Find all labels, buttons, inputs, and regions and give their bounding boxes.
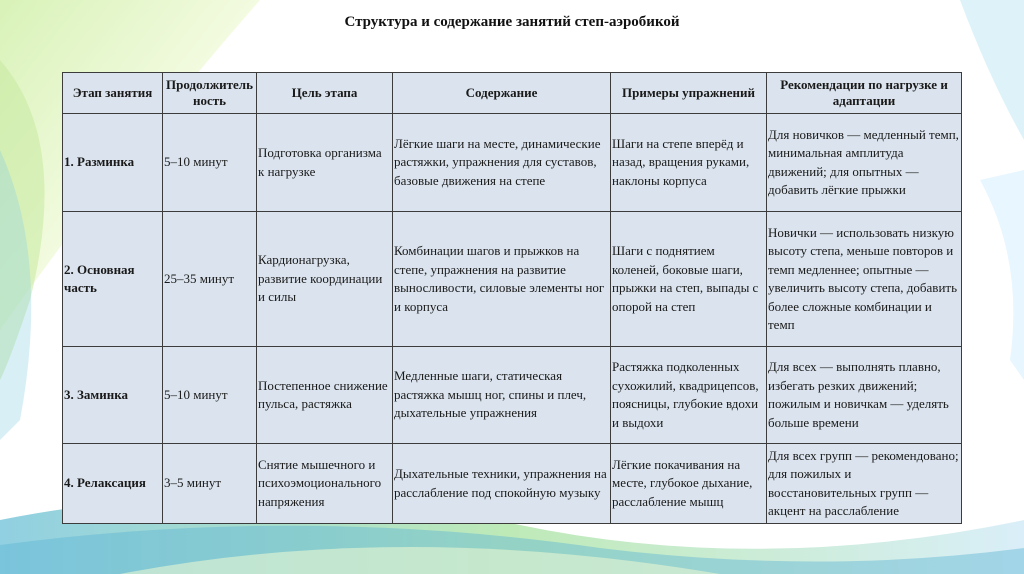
stage-cell: 2. Основная часть [63,212,163,347]
recommendations-cell: Новички — использовать низкую высоту степа, меньше повторов и темп медленнее; опытные — увеличить высоту степа, добавить более сложные комбинации и темп [767,212,962,347]
table-row [63,212,962,347]
table-header-row [63,73,962,114]
table-row [63,444,962,524]
content-cell: Дыхательные техники, упражнения на расслабление под спокойную музыку [393,444,611,524]
duration-cell: 5–10 минут [163,347,257,444]
recommendations-cell: Для всех групп — рекомендовано; для пожилых и восстановительных групп — акцент на расслабление [767,444,962,524]
stage-cell: 1. Разминка [63,114,163,212]
examples-cell: Шаги с поднятием коленей, боковые шаги, прыжки на степ, выпады с опорой на степ [611,212,767,347]
header-examples: Примеры упражнений [611,73,767,114]
examples-cell: Лёгкие покачивания на месте, глубокое дыхание, расслабление мышц [611,444,767,524]
header-stage: Этап занятия [63,73,163,114]
examples-cell: Растяжка подколенных сухожилий, квадрицепсов, поясницы, глубокие вдохи и выдохи [611,347,767,444]
goal-cell: Подготовка организма к нагрузке [257,114,393,212]
table-row [63,114,962,212]
goal-cell: Снятие мышечного и психоэмоционального напряжения [257,444,393,524]
goal-cell: Кардионагрузка, развитие координации и силы [257,212,393,347]
table-row [63,347,962,444]
duration-cell: 3–5 минут [163,444,257,524]
stage-cell: 3. Заминка [63,347,163,444]
recommendations-cell: Для всех — выполнять плавно, избегать резких движений; пожилым и новичкам — уделять больше времени [767,347,962,444]
header-content: Содержание [393,73,611,114]
duration-cell: 5–10 минут [163,114,257,212]
content-cell: Лёгкие шаги на месте, динамические растяжки, упражнения для суставов, базовые движения на степе [393,114,611,212]
duration-cell: 25–35 минут [163,212,257,347]
content-cell: Медленные шаги, статическая растяжка мышц ног, спины и плеч, дыхательные упражнения [393,347,611,444]
goal-cell: Постепенное снижение пульса, растяжка [257,347,393,444]
content-cell: Комбинации шагов и прыжков на степе, упражнения на развитие выносливости, силовые элементы ног и корпуса [393,212,611,347]
stage-table [62,72,962,524]
recommendations-cell: Для новичков — медленный темп, минимальная амплитуда движений; для опытных — добавить лёгкие прыжки [767,114,962,212]
header-duration: Продолжительность [163,73,257,114]
header-goal: Цель этапа [257,73,393,114]
stage-cell: 4. Релаксация [63,444,163,524]
page-title: Структура и содержание занятий степ-аэробикой [344,14,680,30]
examples-cell: Шаги на степе вперёд и назад, вращения руками, наклоны корпуса [611,114,767,212]
header-recommendations: Рекомендации по нагрузке и адаптации [767,73,962,114]
